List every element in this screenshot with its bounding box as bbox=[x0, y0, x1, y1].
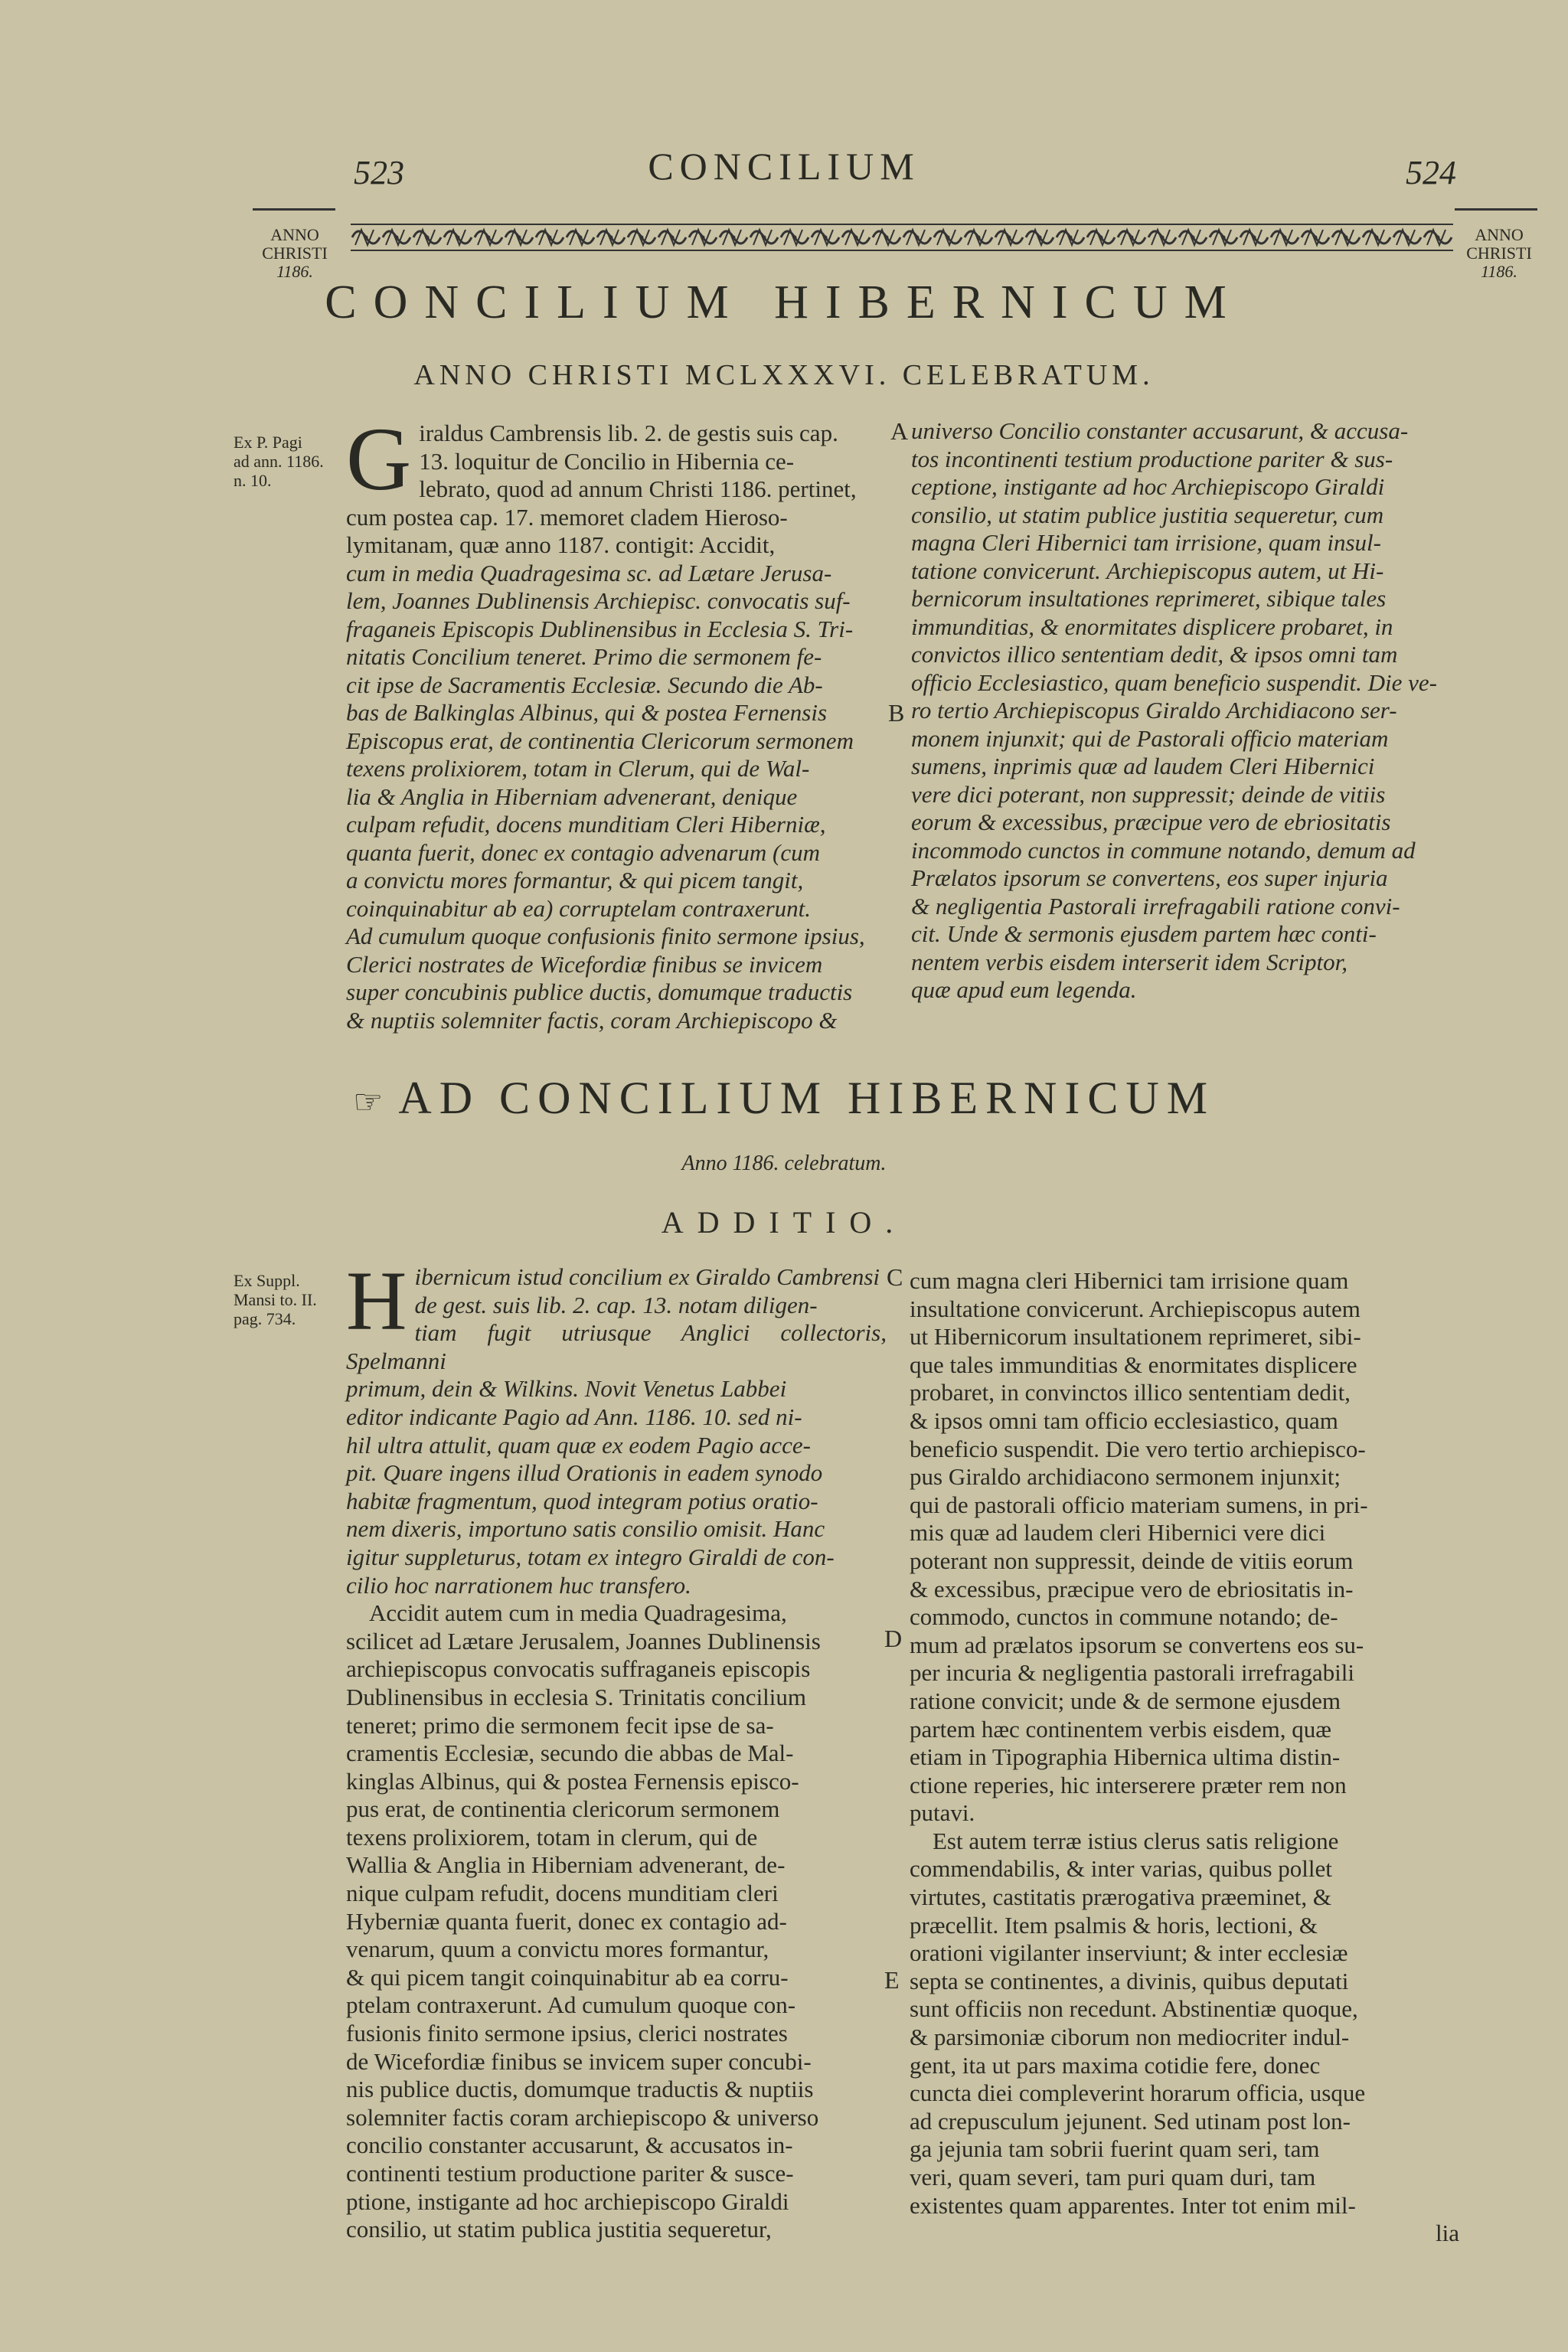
column-right: universo Concilio constanter accusarunt, & accusa- tos incontinenti testium productione pariter & sus- ceptione, instigante ad hoc Archiepiscopo Giraldi consilio, ut statim publice justitia sequeretur, cum magna Cleri Hibernici tam irrisione, quam insul- tatione convicerunt. Archiepiscopus autem, ut Hi- bernicorum insultationes reprimeret, sibique tales immunditias, & enormitates displicere probaret, in convictos illico sententiam dedit, & ipsos omni tam officio Ecclesiastico, quam beneficio suspendit. Die ve- ro tertio Archiepiscopus Giraldo Archidiacono ser- monem injunxit; qui de Pastorali officio materiam sumens, inprimis quæ ad laudem Cleri Hibernici vere dici poterant, non suppressit; deinde de vitiis eorum & excessibus, præcipue vero de ebriositatis incommodo cunctos in commune notando, demum ad Prælatos ipsorum se convertens, eos super injuria & negligentia Pastorali irrefragabili ratione convi- cit. Unde & sermonis ejusdem partem hæc conti- nentem verbis eisdem interserit idem Scriptor, quæ apud eum legenda. bbox=[911, 417, 1437, 1003]
margin-letter: E bbox=[884, 1966, 900, 1994]
margin-letter: D bbox=[884, 1625, 903, 1652]
page-number-left: 523 bbox=[354, 154, 404, 191]
anno-rule-right bbox=[1455, 208, 1537, 211]
margin-letter: A bbox=[890, 417, 909, 445]
page-number-right: 524 bbox=[1406, 154, 1456, 191]
drop-cap: H bbox=[346, 1254, 407, 1348]
section-title: CONCILIUM HIBERNICUM bbox=[325, 276, 1243, 328]
column-left: H ibernicum istud concilium ex Giraldo Cambrensi de gest. suis lib. 2. cap. 13. notam diligen- tiam fugit utriusque Anglici collectoris, Spelmanni primum, dein & Wilkins. Novit Venetus Labbei editor indicante Pagio ad Ann. 1186. 10. sed ni- hil ultra attulit, quam quæ ex eodem Pagio acce- pit. Quare ingens illud Orationis in eadem synodo habitæ fragmentum, quod integram potius oratio- nem dixeris, importuno satis consilio omisit. Hanc igitur suppleturus, totam ex integro Giraldi de con- cilio hoc narrationem huc transfero. Accidit autem cum in media Quadragesima, scilicet ad Lætare Jerusalem, Joannes Dublinensis archiepiscopus convocatis suffraganeis episcopis Dublinensibus in ecclesia S. Trinitatis concilium teneret; primo die sermonem fecit ipse de sa- cramentis Ecclesiæ, secundo die abbas de Mal- kinglas Albinus, qui & postea Fernensis episco- pus erat, de continentia clericorum sermonem texens prolixiorem, totam in clerum, qui de Wallia & Anglia in Hiberniam advenerant, de- nique culpam refudit, docens munditiam cleri Hyberniæ quanta fuerit, donec ex contagio ad- venarum, quum a convictu mores formantur, & qui picem tangit coinquinabitur ab ea corru- ptelam contraxerunt. Ad cumulum quoque con- fusionis finito sermone ipsius, clerici nostrates de Wicefordiæ finibus se invicem super concubi- nis publice ductis, domumque traductis & nuptiis solemniter factis coram archiepiscopo & universo concilio constanter accusarunt, & accusatos in- continenti testium productione pariter & susce- ptione, instigante ad hoc archiepiscopo Giraldi consilio, ut statim publica justitia sequeretur, bbox=[346, 1254, 887, 2243]
pointing-hand-icon: ☞ bbox=[352, 1083, 384, 1121]
anno-rule-left bbox=[253, 208, 335, 211]
addition-date: Anno 1186. celebratum. bbox=[681, 1152, 887, 1175]
anno-label-right: ANNO CHRISTI 1186. bbox=[1466, 225, 1532, 281]
column-right: cum magna cleri Hibernici tam irrisione quam insultatione convicerunt. Archiepiscopus autem ut Hibernicorum insultationem reprimeret, sibi- que tales immunditias & enormitates displicere probaret, in convinctos illico sententiam dedit, & ipsos omni tam officio ecclesiastico, quam beneficio suspendit. Die vero tertio archiepisco- pus Giraldo archidiacono sermonem injunxit; qui de pastorali officio materiam sumens, in pri- mis quæ ad laudem cleri Hibernici vere dici poterant non suppressit, deinde de vitiis eorum & excessibus, præcipue vero de ebriositatis in- commodo, cunctos in commune notando; de- mum ad prælatos ipsorum se convertens eos su- per incuria & negligentia pastorali irrefragabili ratione convicit; unde & de sermone ejusdem partem hæc continentem verbis eisdem, quæ etiam in Tipographia Hibernica ultima distin- ctione reperies, hic interserere præter rem non putavi. Est autem terræ istius clerus satis religione commendabilis, & inter varias, quibus pollet virtutes, castitatis prærogativa præeminet, & præcellit. Item psalmis & horis, lectioni, & orationi vigilanter inserviunt; & inter ecclesiæ septa se continentes, a divinis, quibus deputati sunt officiis non recedunt. Abstinentiæ quoque, & parsimoniæ ciborum non mediocriter indul- gent, ita ut pars maxima cotidie fere, donec cuncta diei compleverint horarum officia, usque ad crepusculum jejunent. Sed utinam post lon- ga jejunia tam sobrii fuerint quam seri, tam veri, quam severi, tam puri quam duri, tam existentes quam apparentes. Inter tot enim mil- lia bbox=[910, 1267, 1459, 2247]
anno-label-left: ANNO CHRISTI 1186. bbox=[262, 225, 328, 281]
source-note: Ex P. Pagi ad ann. 1186. n. 10. bbox=[234, 433, 324, 490]
margin-letter: B bbox=[888, 699, 905, 727]
section-subtitle: ANNO CHRISTI MCLXXXVI. CELEBRATUM. bbox=[413, 359, 1155, 391]
additio-heading: ADDITIO. bbox=[661, 1205, 907, 1240]
decorative-border bbox=[351, 222, 1453, 253]
drop-cap: G bbox=[346, 409, 412, 509]
column-left: G iraldus Cambrensis lib. 2. de gestis suis cap. 13. loquitur de Concilio in Hibernia ce- lebrato, quod ad annum Christi 1186. pertinet, cum postea cap. 17. memoret cladem Hieroso- lymitanam, quæ anno 1187. contigit: Accidit, cum in media Quadragesima sc. ad Lætare Jerusa- lem, Joannes Dublinensis Archiepisc. convocatis suf- fraganeis Episcopis Dublinensibus in Ecclesia S. Tri- nitatis Concilium teneret. Primo die sermonem fe- cit ipse de Sacramentis Ecclesiæ. Secundo die Ab- bas de Balkinglas Albinus, qui & postea Fernensis Episcopus erat, de continentia Clericorum sermonem texens prolixiorem, totam in Clerum, qui de Wal- lia & Anglia in Hiberniam advenerant, denique culpam refudit, docens munditiam Cleri Hiberniæ, quanta fuerit, donec ex contagio advenarum (cum a convictu mores formantur, & qui picem tangit, coinquinabitur ab ea) corruptelam contraxerunt. Ad cumulum quoque confusionis finito sermone ipsius, Clerici nostrates de Wicefordiæ finibus se invicem super concubinis publice ductis, domumque traductis & nuptiis solemniter factis, coram Archiepiscopo & bbox=[346, 409, 865, 1034]
margin-letter: C bbox=[887, 1263, 903, 1291]
running-title: CONCILIUM bbox=[648, 145, 920, 188]
addition-title: ☞ AD CONCILIUM HIBERNICUM bbox=[352, 1073, 1216, 1123]
source-note: Ex Suppl. Mansi to. II. pag. 734. bbox=[234, 1271, 317, 1328]
